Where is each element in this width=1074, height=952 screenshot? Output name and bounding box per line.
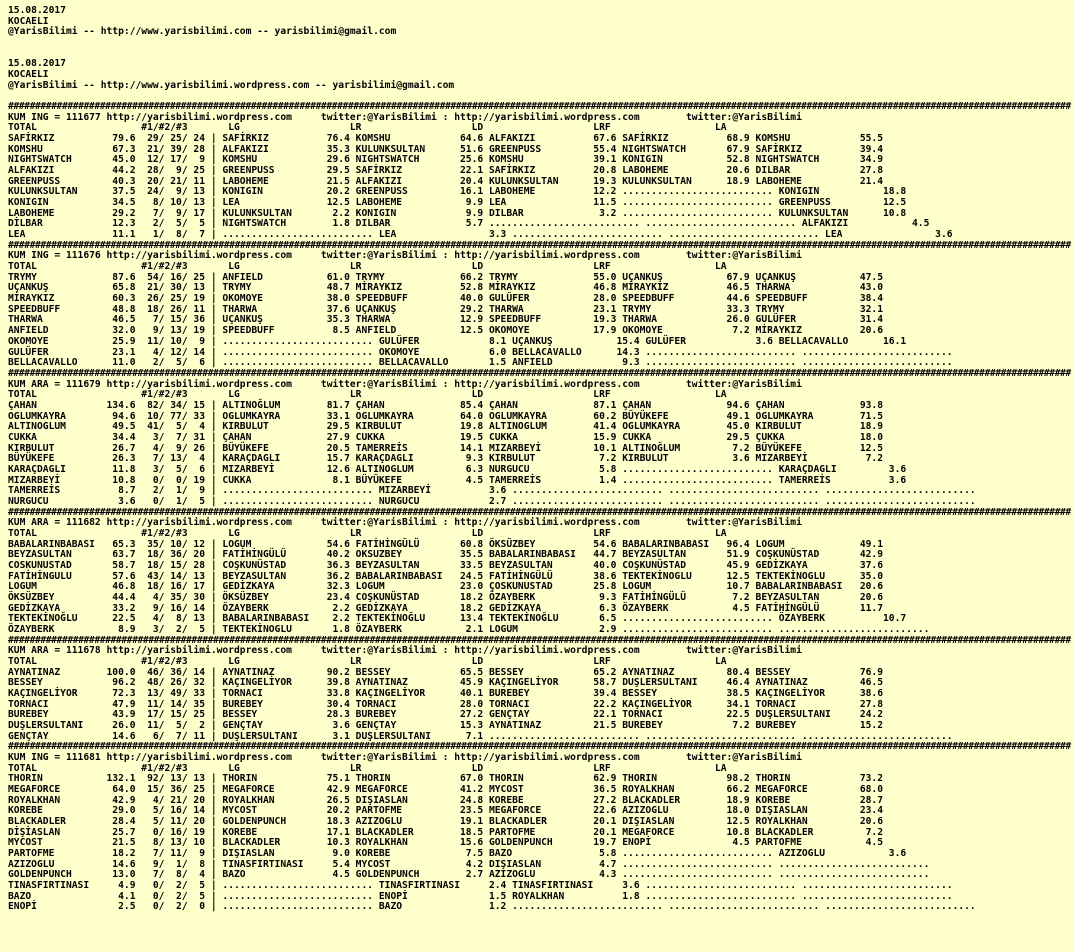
result-row: AZIZOGLU 14.6 9/ 1/ 8 | TINASFIRTINASI 5.4 MYCOST 4.2 DIŞIASLAN 4.7 .......................... ..........................	[8, 858, 930, 870]
result-row: TEKTEKİNOĞLU 22.5 4/ 8/ 13 | BABALARINBABASI 2.2 TEKTEKİNOĞLU 13.4 TEKTEKİNOĞLU 6.5 .......................... ÖZAYBERK 10.7	[8, 613, 907, 625]
result-row: PARTOFME 18.2 7/ 11/ 9 | DIŞIASLAN 9.0 KOREBE 7.5 BAZO 5.8 .......................... AZIZOGLU 3.6	[8, 848, 907, 860]
result-row: BEYZASULTAN 63.7 18/ 36/ 20 | FATİHİNGÜLÜ 40.2 OKSUZBEY 35.5 BABALARINBABASI 44.7 BEYZASULTAN 51.9 COŞKUNÜSTAD 42.9	[8, 549, 884, 561]
result-row: ÖZAYBERK 8.9 3/ 2/ 5 | TEKTEKİNOGLU 1.8 ÖZAYBERK 2.1 LOGUM 2.9 .......................... ..........................	[8, 623, 930, 635]
result-row: SAFİRKIZ 79.6 29/ 25/ 24 | SAFİRKIZ 76.4 KOMSHU 64.6 ALFAKIZI 67.6 SAFİRKIZ 68.9 KOMSHU 55.5	[8, 133, 884, 145]
result-row: GREENPUSS 40.3 20/ 21/ 11 | LABOHEME 21.5 ALFAKIZI 20.4 KULUNKSULTAN 19.3 KULUNKSULTAN 18.9 LABOHEME 21.4	[8, 175, 884, 187]
result-row: OGLUMKAYRA 94.6 10/ 77/ 33 | OGLUMKAYRA 33.1 OGLUMKAYRA 64.0 OGLUMKAYRA 60.2 BÜYÜKEFE 49.1 OGLUMKAYRA 71.5	[8, 410, 884, 422]
result-row: ROYALKHAN 42.9 4/ 21/ 20 | ROYALKHAN 26.5 DIŞIASLAN 24.8 KOREBE 27.2 BLACKADLER 18.9 KOREBE 28.7	[8, 794, 884, 806]
column-header: TOTAL #1/#2/#3 LG LR LD LRF LA	[8, 261, 727, 273]
result-row: LEA 11.1 1/ 8/ 7 | .......................... LEA 3.3 .......................... .......................... LEA 3.6	[8, 229, 953, 241]
separator-line: #####################################################################################################################################################################################################	[8, 239, 1071, 251]
result-row: TINASFIRTINASI 4.9 0/ 2/ 5 | .......................... TINASFIRTINASI 2.4 TINASFIRTINASI 3.6 .......................... ..........................	[8, 880, 953, 892]
result-row: MEGAFORCE 64.0 15/ 36/ 25 | MEGAFORCE 42.9 MEGAFORCE 41.2 MYCOST 36.5 ROYALKHAN 66.2 MEGAFORCE 68.0	[8, 784, 884, 796]
result-row: GOLDENPUNCH 13.0 7/ 8/ 4 | BAZO 4.5 GOLDENPUNCH 2.7 AZIZOGLU 4.3 .......................... ..........................	[8, 869, 930, 881]
header-line: @YarisBilimi -- http://www.yarisbilimi.wordpress.com -- yarisbilimi@gmail.com	[8, 79, 455, 91]
separator-line: #####################################################################################################################################################################################################	[8, 741, 1071, 753]
result-row: COSKUNUSTAD 58.7 18/ 15/ 28 | COŞKUNÜSTAD 36.3 BEYZASULTAN 33.5 BEYZASULTAN 40.0 COŞKUNÜSTAD 45.9 GEDİZKAYA 37.6	[8, 559, 884, 571]
result-row: BAZO 4.1 0/ 2/ 5 | .......................... ENOPİ 1.5 ROYALKHAN 1.8 .......................... ..........................	[8, 890, 953, 902]
result-row: ANFIELD 32.0 9/ 13/ 19 | SPEEDBUFF 8.5 ANFIELD 12.5 OKOMOYE 17.9 OKOMOYE 7.2 MİRAYKIZ 20.6	[8, 325, 884, 337]
header-line	[8, 38, 1074, 49]
race-title: KUM ARA = 111679 http://yarisbilimi.wordpress.com twitter:@YarisBilimi : http://yarisbilimi.wordpress.com twitter:@YarisBilimi	[8, 378, 802, 390]
result-row: ENOPİ 2.5 0/ 2/ 0 | .......................... BAZO 1.2 .......................... .......................... ..........................	[8, 901, 976, 913]
header-line	[8, 49, 1074, 60]
result-row: MİRAYKIZ 60.3 26/ 25/ 19 | OKOMOYE 38.0 SPEEDBUFF 40.0 GULÜFER 28.0 SPEEDBUFF 44.6 SPEEDBUFF 38.4	[8, 293, 884, 305]
race-title: KUM ARA = 111678 http://yarisbilimi.wordpress.com twitter:@YarisBilimi : http://yarisbilimi.wordpress.com twitter:@YarisBilimi	[8, 645, 802, 657]
result-row: AYNATINAZ 100.0 46/ 36/ 14 | AYNATINAZ 90.2 BESSEY 65.5 BESSEY 65.2 AYNATINAZ 80.4 BESSEY 76.9	[8, 666, 884, 678]
result-row: BABALARINBABASI 65.3 35/ 10/ 12 | LOGUM 54.6 FATİHİNGÜLÜ 60.8 ÖKSÜZBEY 54.6 BABALARINBABASI 96.4 LOGUM 49.1	[8, 538, 884, 550]
result-row: OKOMOYE 25.9 11/ 10/ 9 | .......................... GULÜFER 8.1 UÇANKUŞ 15.4 GULÜFER 3.6 BELLACAVALLO 16.1	[8, 335, 907, 347]
column-header: TOTAL #1/#2/#3 LG LR LD LRF LA	[8, 389, 727, 401]
separator-line: #####################################################################################################################################################################################################	[8, 634, 1071, 646]
result-row: THARWA 46.5 7/ 15/ 36 | UÇANKUŞ 35.3 THARWA 12.9 SPEEDBUFF 19.3 THARWA 26.0 GULÜFER 31.4	[8, 314, 884, 326]
result-row: ÖKSÜZBEY 44.4 4/ 35/ 30 | ÖKSÜZBEY 23.4 COŞKUNÜSTAD 18.2 ÖZAYBERK 9.3 FATİHİNGÜLÜ 7.2 BEYZASULTAN 20.6	[8, 591, 884, 603]
header-line: KOCAELI	[8, 15, 49, 27]
result-row: LABOHEME 29.2 7/ 9/ 17 | KULUNKSULTAN 2.2 KONIGIN 9.9 DILBAR 3.2 .......................... KULUNKSULTAN 10.8	[8, 207, 907, 219]
header-line: @YarisBilimi -- http://www.yarisbilimi.com -- yarisbilimi@gmail.com	[8, 26, 397, 38]
result-row: KONIGIN 34.5 8/ 10/ 13 | LEA 12.5 LABOHEME 9.9 LEA 11.5 .......................... GREENPUSS 12.5	[8, 197, 907, 209]
race-title: KUM ING = 111677 http://yarisbilimi.wordpress.com twitter:@YarisBilimi : http://yarisbilimi.wordpress.com twitter:@YarisBilimi	[8, 111, 802, 123]
result-row: ALTINOGLUM 49.5 41/ 5/ 4 | KIRBULUT 29.5 KIRBULUT 19.8 ALTINOGLUM 41.4 OGLUMKAYRA 45.0 KIRBULUT 18.9	[8, 421, 884, 433]
result-row: KAÇINGELİYOR 72.3 13/ 49/ 33 | TORNACI 33.8 KAÇINGELİYOR 40.1 BUREBEY 39.4 BESSEY 38.5 KAÇINGELİYOR 38.6	[8, 688, 884, 699]
race-title: KUM ARA = 111682 http://yarisbilimi.wordpress.com twitter:@YarisBilimi : http://yarisbilimi.wordpress.com twitter:@YarisBilimi	[8, 517, 802, 529]
result-row: ALFAKIZI 44.2 28/ 9/ 25 | GREENPUSS 29.5 SAFİRKIZ 22.1 SAFİRKIZ 20.8 LABOHEME 20.6 DILBAR 27.8	[8, 165, 884, 177]
result-row: NURGUCU 3.6 0/ 1/ 5 | .......................... NURGUCU 2.7 .......................... .......................... ..........................	[8, 495, 976, 507]
result-row: SPEEDBUFF 48.8 18/ 26/ 11 | THARWA 37.6 UÇANKUŞ 29.2 THARWA 23.1 TRYMY 33.3 TRYMY 32.1	[8, 303, 884, 315]
result-row: KARAÇDAGLI 11.8 3/ 5/ 6 | MIZARBEYİ 12.6 ALTINOGLUM 6.3 NURGUCU 5.8 .......................... KARAÇDAGLI 3.6	[8, 463, 907, 475]
result-row: TRYMY 87.6 54/ 16/ 25 | ANFIELD 61.0 TRYMY 66.2 TRYMY 55.0 UÇANKUŞ 67.9 UÇANKUŞ 47.5	[8, 271, 884, 283]
header-line: KOCAELI	[8, 69, 49, 81]
header-line: 15.08.2017	[8, 5, 66, 16]
result-row: LOGUM 46.8 18/ 16/ 17 | GEDİZKAYA 32.3 LOGUM 23.0 ÇOSKUNUSTAD 25.8 LOGUM 10.7 BABALARINBABASI 20.6	[8, 581, 884, 593]
result-row: TAMERREİS 8.7 2/ 1/ 9 | .......................... MIZARBEYİ 3.6 .......................... .......................... ..........................	[8, 485, 976, 497]
result-row: KOREBE 29.0 5/ 16/ 14 | MYCOST 20.2 PARTOFME 23.5 MEGAFORCE 22.6 AZIZOGLU 18.0 DIŞIASLAN 23.4	[8, 805, 884, 817]
separator-line: #####################################################################################################################################################################################################	[8, 101, 1071, 113]
race-title: KUM ING = 111676 http://yarisbilimi.wordpress.com twitter:@YarisBilimi : http://yarisbilimi.wordpress.com twitter:@YarisBilimi	[8, 250, 802, 262]
result-row: ÇAHAN 134.6 82/ 34/ 15 | ALTINOĞLUM 81.7 ÇAHAN 85.4 ÇAHAN 87.1 ÇAHAN 94.6 ÇAHAN 93.8	[8, 399, 884, 411]
result-row: BLACKADLER 28.4 5/ 11/ 20 | GOLDENPUNCH 18.3 AZIZOGLU 19.1 BLACKADLER 20.1 DIŞIASLAN 12.5 ROYALKHAN 20.6	[8, 816, 884, 828]
result-row: MIZARBEYİ 10.8 0/ 0/ 19 | CUKKA 8.1 BÜYÜKEFE 4.5 TAMERREİS 1.4 .......................... TAMERREİS 3.6	[8, 474, 907, 486]
result-row: THORIN 132.1 92/ 13/ 13 | THORIN 75.1 THORIN 67.0 THORIN 62.9 THORIN 98.2 THORIN 73.2	[8, 773, 884, 785]
column-header: TOTAL #1/#2/#3 LG LR LD LRF LA	[8, 122, 727, 134]
separator-line: #####################################################################################################################################################################################################	[8, 367, 1071, 379]
column-header: TOTAL #1/#2/#3 LG LR LD LRF LA	[8, 762, 727, 774]
result-row: KULUNKSULTAN 37.5 24/ 9/ 13 | KONIGIN 20.2 GREENPUSS 16.1 LABOHEME 12.2 .......................... KONIGIN 18.8	[8, 186, 907, 198]
result-row: FATİHİNGULU 57.6 43/ 14/ 13 | BEYZASULTAN 36.2 BABALARINBABASI 24.5 FATİHİNGÜLÜ 38.6 TEKTEKİNOGLU 12.5 TEKTEKİNOGLU 35.0	[8, 570, 884, 582]
result-row: GULÜFER 23.1 4/ 12/ 14 | .......................... OKOMOYE 6.0 BELLACAVALLO 14.3 .......................... ..........................	[8, 346, 953, 358]
result-row: DİŞİASLAN 25.7 0/ 16/ 19 | KOREBE 17.1 BLACKADLER 18.5 PARTOFME 20.1 MEGAFORCE 10.8 BLACKADLER 7.2	[8, 826, 884, 838]
separator-line: #####################################################################################################################################################################################################	[8, 506, 1071, 518]
result-row: NIGHTSWATCH 45.0 12/ 17/ 9 | KOMSHU 29.6 NIGHTSWATCH 25.6 KOMSHU 39.1 KONIGIN 52.8 NIGHTSWATCH 34.9	[8, 154, 884, 166]
result-row: DİLBAR 12.3 2/ 5/ 5 | NIGHTSWATCH 1.8 DILBAR 5.7 .......................... .......................... ALFAKIZI 4.5	[8, 218, 930, 230]
result-row: BÜYÜKEFE 26.3 7/ 13/ 4 | KARAÇDAGLI 15.7 KARAÇDAGLI 9.3 KIRBULUT 7.2 KIRBULUT 3.6 MIZARBEYİ 7.2	[8, 453, 884, 465]
result-row: BUREBEY 43.9 17/ 15/ 25 | BESSEY 28.3 BUREBEY 27.2 GENÇTAY 22.1 TORNACI 22.5 DUŞLERSULTANI 24.2	[8, 709, 884, 721]
result-row: GENÇTAY 14.6 6/ 7/ 11 | DUŞLERSULTANI 3.1 DUŞLERSULTANI 7.1 .......................... .......................... ..........................	[8, 730, 953, 742]
result-row: BELLACAVALLO 11.0 2/ 5/ 6 | .......................... BELLACAVALLO 1.5 ANFIELD 9.3 .......................... ..........................	[8, 357, 953, 369]
column-header: TOTAL #1/#2/#3 LG LR LD LRF LA	[8, 655, 727, 667]
result-row: GEDİZKAYA 33.2 9/ 16/ 14 | ÖZAYBERK 2.2 GEDİZKAYA 18.2 GEDİZKAYA 6.3 ÖZAYBERK 4.5 FATİHİNGÜLÜ 11.7	[8, 602, 884, 614]
race-title: KUM ING = 111681 http://yarisbilimi.wordpress.com twitter:@YarisBilimi : http://yarisbilimi.wordpress.com twitter:@YarisBilimi	[8, 752, 802, 764]
result-row: TORNACI 47.9 11/ 14/ 35 | BUREBEY 30.4 TORNACI 28.0 TORNACI 22.2 KAÇINGELİYOR 34.1 TORNACI 27.8	[8, 698, 884, 710]
result-row: UÇANKUŞ 65.8 21/ 30/ 13 | TRYMY 48.7 MİRAYKIZ 52.8 MİRAYKIZ 46.8 MİRAYKIZ 46.5 THARWA 43.0	[8, 282, 884, 294]
result-row: CUKKA 34.4 3/ 7/ 31 | ÇAHAN 27.9 CUKKA 19.5 CUKKA 15.9 CUKKA 29.5 ÇUKKA 18.0	[8, 431, 884, 443]
header-line: 15.08.2017	[8, 58, 66, 70]
result-row: DUŞLERSULTANI 26.0 11/ 5/ 2 | GENÇTAY 3.6 GENÇTAY 15.3 AYNATINAZ 21.5 BUREBEY 7.2 BUREBEY 15.2	[8, 720, 884, 732]
result-row: MYCOST 21.5 8/ 13/ 10 | BLACKADLER 10.3 ROYALKHAN 15.6 GOLDENPUNCH 19.7 ENOPİ 4.5 PARTOFME 4.5	[8, 837, 884, 849]
result-row: KIRBULUT 26.7 4/ 9/ 26 | BÜYÜKEFE 20.5 TAMERREİS 14.1 MIZARBEYİ 10.1 ALTINOĞLUM 7.2 BÜYÜKEFE 12.5	[8, 442, 884, 454]
result-row: BESSEY 96.2 48/ 26/ 32 | KAÇINGELİYOR 39.8 AYNATINAZ 45.9 KAÇINGELİYOR 58.7 DUŞLERSULTANI 46.4 AYNATINAZ 46.5	[8, 677, 884, 689]
result-row: KOMSHU 67.3 21/ 39/ 28 | ALFAKIZI 35.3 KULUNKSULTAN 51.6 GREENPUSS 55.4 NIGHTSWATCH 67.9 SAFİRKIZ 39.4	[8, 143, 884, 155]
column-header: TOTAL #1/#2/#3 LG LR LD LRF LA	[8, 527, 727, 539]
